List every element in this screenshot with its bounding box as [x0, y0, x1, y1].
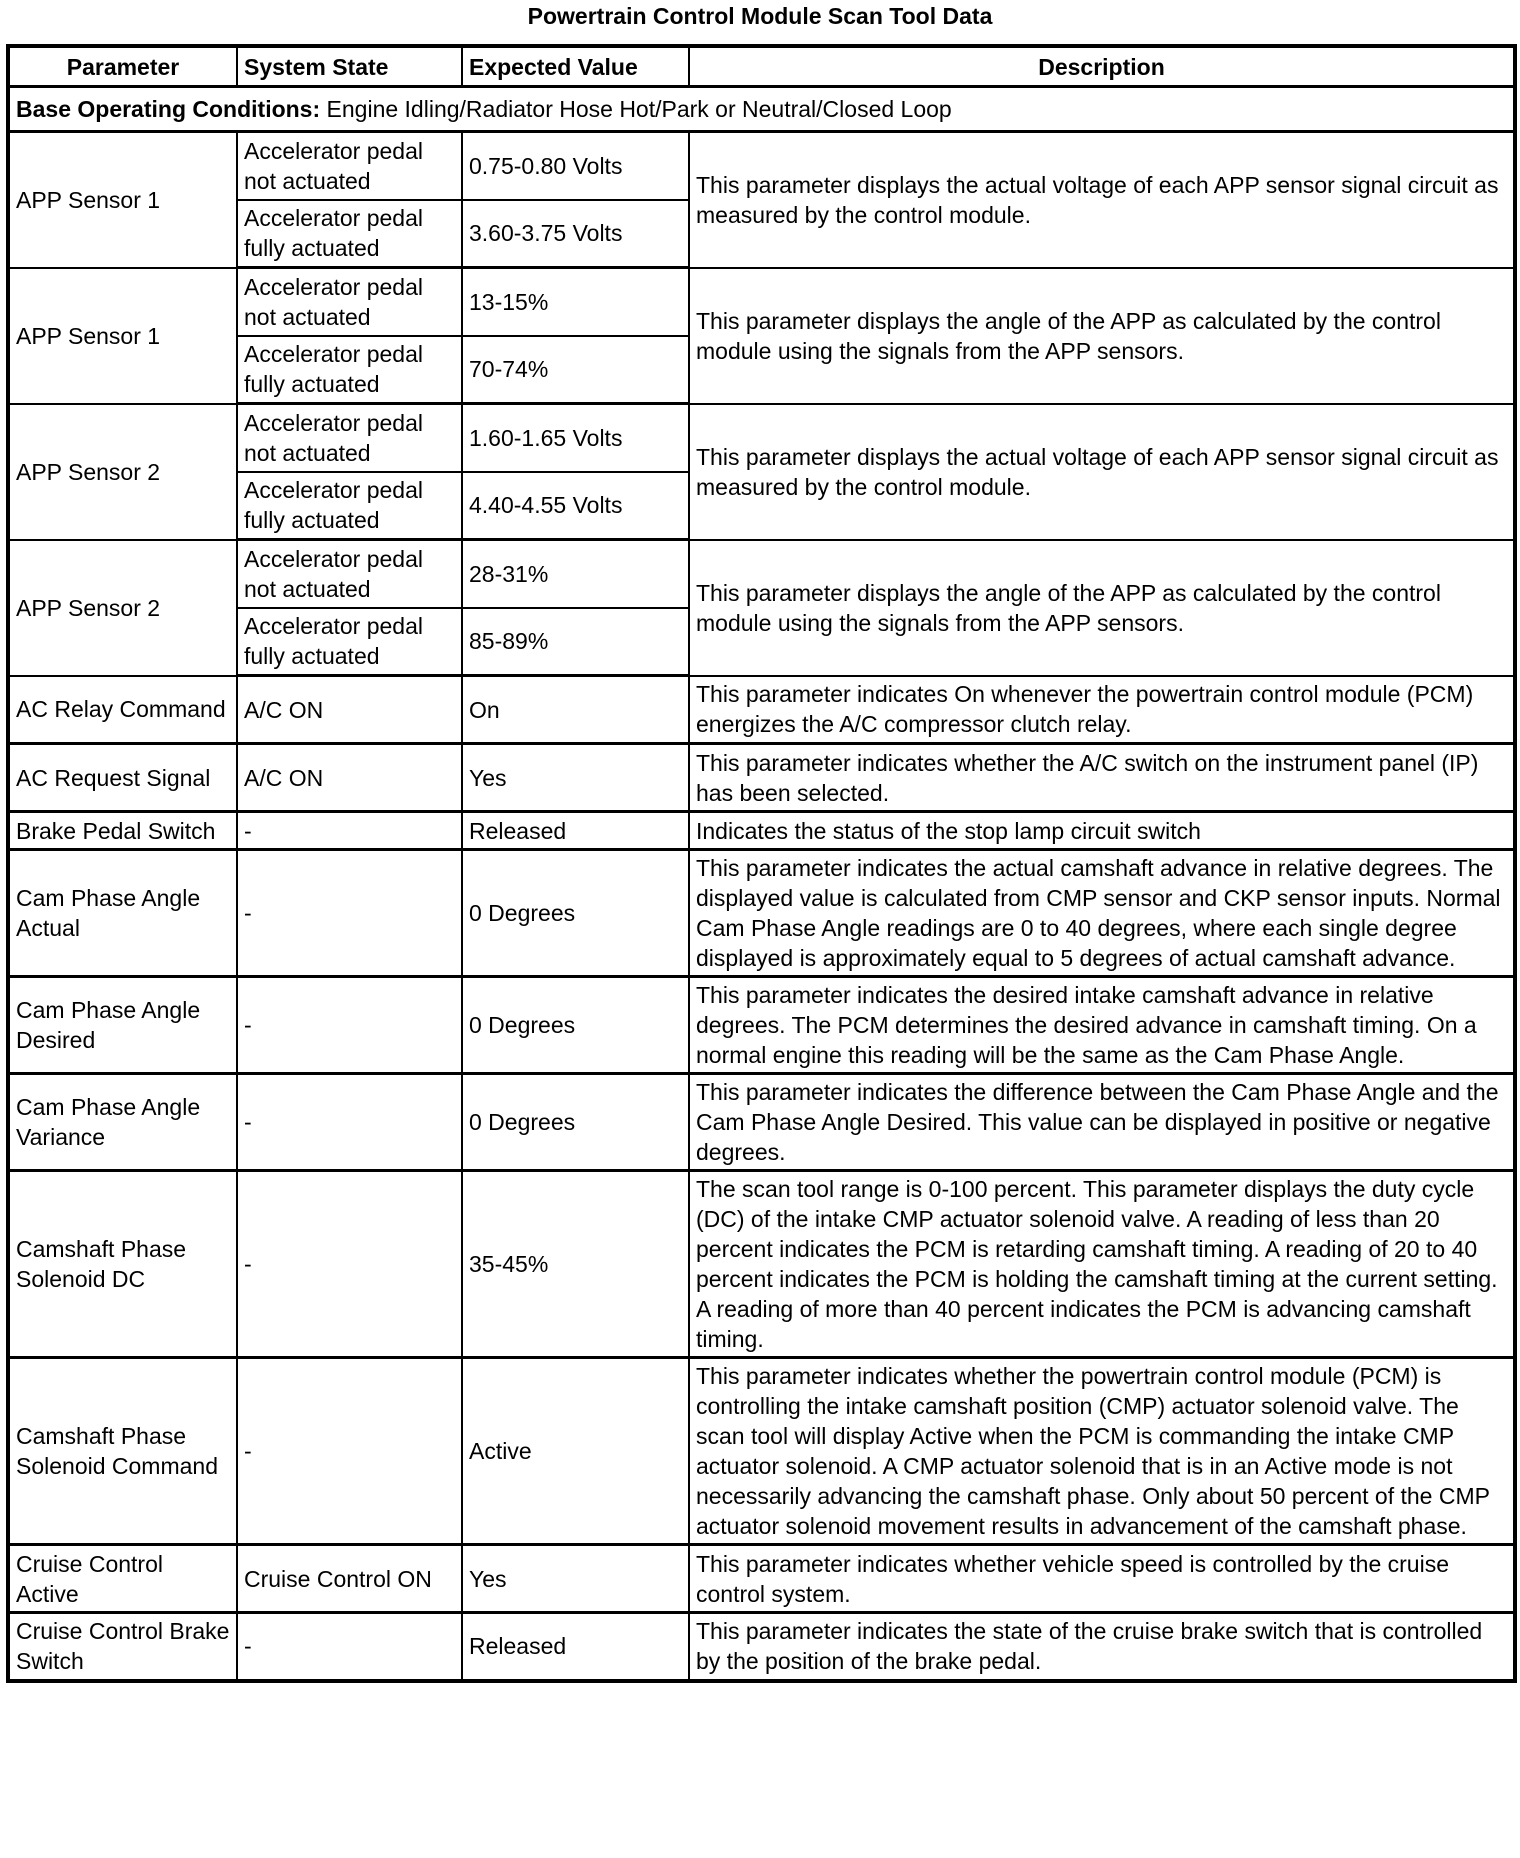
expected-value-cell: 35-45% [462, 1171, 689, 1358]
base-conditions-cell [8, 87, 1515, 132]
parameter-cell: Cruise Control Brake Switch [8, 1613, 237, 1681]
description-cell: This parameter displays the angle of the APP as calculated by the control module using the signals from the APP sensors. [689, 268, 1515, 404]
system-state-cell: - [237, 977, 462, 1074]
column-header-expected-value: Expected Value [462, 46, 689, 87]
parameter-cell: Brake Pedal Switch [8, 812, 237, 850]
parameter-cell: APP Sensor 1 [8, 132, 237, 268]
parameter-cell: Cam Phase Angle Variance [8, 1074, 237, 1171]
system-state-cell: - [237, 850, 462, 977]
page-title: Powertrain Control Module Scan Tool Data [527, 3, 993, 29]
table-row [8, 268, 1515, 336]
description-cell: Indicates the status of the stop lamp circuit switch [689, 812, 1515, 850]
base-conditions-text: Engine Idling/Radiator Hose Hot/Park or Neutral/Closed Loop [320, 96, 952, 122]
expected-value-cell: On [462, 676, 689, 744]
parameter-cell: APP Sensor 2 [8, 404, 237, 540]
table-header-row [8, 46, 1515, 87]
expected-value-cell: 0 Degrees [462, 1074, 689, 1171]
description-cell: This parameter indicates the difference between the Cam Phase Angle and the Cam Phase Angle Desired. This value can be displayed in positive or negative degrees. [689, 1074, 1515, 1171]
table-row [8, 850, 1515, 977]
table-row [8, 404, 1515, 472]
system-state-cell: - [237, 1613, 462, 1681]
expected-value-cell: 13-15% [462, 268, 689, 336]
expected-value-cell: Yes [462, 744, 689, 812]
parameter-cell: AC Request Signal [8, 744, 237, 812]
expected-value-cell: Active [462, 1358, 689, 1545]
scan-tool-data-table [6, 44, 1517, 1683]
parameter-cell: Cam Phase Angle Actual [8, 850, 237, 977]
column-header-system-state: System State [237, 46, 462, 87]
parameter-cell: Camshaft Phase Solenoid Command [8, 1358, 237, 1545]
system-state-cell: Accelerator pedal not actuated [237, 132, 462, 200]
description-cell: The scan tool range is 0-100 percent. This parameter displays the duty cycle (DC) of the intake CMP actuator solenoid valve. A reading of less than 20 percent indicates the PCM is retarding camshaft timing. A reading of 20 to 40 percent indicates the PCM is holding the camshaft timing at the current setting. A reading of more than 40 percent indicates the PCM is advancing camshaft timing. [689, 1171, 1515, 1358]
description-cell: This parameter indicates On whenever the powertrain control module (PCM) energizes the A/C compressor clutch relay. [689, 676, 1515, 744]
base-conditions-row [8, 87, 1515, 132]
system-state-cell: Accelerator pedal not actuated [237, 540, 462, 608]
table-row [8, 132, 1515, 200]
system-state-cell: - [237, 1171, 462, 1358]
column-header-parameter: Parameter [8, 46, 237, 87]
system-state-cell: Accelerator pedal fully actuated [237, 608, 462, 676]
system-state-cell: Accelerator pedal fully actuated [237, 472, 462, 540]
parameter-cell: Cam Phase Angle Desired [8, 977, 237, 1074]
expected-value-cell: 3.60-3.75 Volts [462, 200, 689, 268]
system-state-cell: A/C ON [237, 676, 462, 744]
expected-value-cell: 0 Degrees [462, 977, 689, 1074]
table-row [8, 812, 1515, 850]
expected-value-cell: Yes [462, 1545, 689, 1613]
description-cell: This parameter indicates whether the powertrain control module (PCM) is controlling the intake camshaft position (CMP) actuator solenoid valve. The scan tool will display Active when the PCM is commanding the intake CMP actuator solenoid. A CMP actuator solenoid that is in an Active mode is not necessarily advancing the camshaft phase. Only about 50 percent of the CMP actuator solenoid movement results in advancement of the camshaft phase. [689, 1358, 1515, 1545]
description-cell: This parameter displays the actual voltage of each APP sensor signal circuit as measured by the control module. [689, 132, 1515, 268]
system-state-cell: - [237, 1074, 462, 1171]
description-cell: This parameter indicates whether vehicle speed is controlled by the cruise control system. [689, 1545, 1515, 1613]
table-row [8, 744, 1515, 812]
table-row [8, 540, 1515, 608]
parameter-cell: APP Sensor 1 [8, 268, 237, 404]
system-state-cell: Accelerator pedal not actuated [237, 404, 462, 472]
parameter-cell: AC Relay Command [8, 676, 237, 744]
expected-value-cell: 28-31% [462, 540, 689, 608]
expected-value-cell: 0.75-0.80 Volts [462, 132, 689, 200]
column-header-description: Description [689, 46, 1515, 87]
system-state-cell: - [237, 1358, 462, 1545]
description-cell: This parameter displays the angle of the APP as calculated by the control module using the signals from the APP sensors. [689, 540, 1515, 676]
table-row [8, 676, 1515, 744]
expected-value-cell: Released [462, 812, 689, 850]
expected-value-cell: 4.40-4.55 Volts [462, 472, 689, 540]
description-cell: This parameter indicates whether the A/C switch on the instrument panel (IP) has been selected. [689, 744, 1515, 812]
table-row [8, 977, 1515, 1074]
table-row [8, 1358, 1515, 1545]
description-cell: This parameter indicates the state of the cruise brake switch that is controlled by the position of the brake pedal. [689, 1613, 1515, 1681]
system-state-cell: A/C ON [237, 744, 462, 812]
table-row [8, 1545, 1515, 1613]
expected-value-cell: Released [462, 1613, 689, 1681]
system-state-cell: Accelerator pedal not actuated [237, 268, 462, 336]
description-cell: This parameter indicates the desired intake camshaft advance in relative degrees. The PCM determines the desired advance in camshaft timing. On a normal engine this reading will be the same as the Cam Phase Angle. [689, 977, 1515, 1074]
expected-value-cell: 0 Degrees [462, 850, 689, 977]
expected-value-cell: 1.60-1.65 Volts [462, 404, 689, 472]
base-conditions-label: Base Operating Conditions: [16, 96, 321, 122]
system-state-cell: - [237, 812, 462, 850]
system-state-cell: Accelerator pedal fully actuated [237, 200, 462, 268]
parameter-cell: APP Sensor 2 [8, 540, 237, 676]
parameter-cell: Camshaft Phase Solenoid DC [8, 1171, 237, 1358]
expected-value-cell: 70-74% [462, 336, 689, 404]
description-cell: This parameter displays the actual voltage of each APP sensor signal circuit as measured by the control module. [689, 404, 1515, 540]
table-row [8, 1613, 1515, 1681]
system-state-cell: Accelerator pedal fully actuated [237, 336, 462, 404]
parameter-cell: Cruise Control Active [8, 1545, 237, 1613]
table-row [8, 1074, 1515, 1171]
table-row [8, 1171, 1515, 1358]
description-cell: This parameter indicates the actual camshaft advance in relative degrees. The displayed value is calculated from CMP sensor and CKP sensor inputs. Normal Cam Phase Angle readings are 0 to 40 degrees, where each single degree displayed is approximately equal to 5 degrees of actual camshaft advance. [689, 850, 1515, 977]
expected-value-cell: 85-89% [462, 608, 689, 676]
system-state-cell: Cruise Control ON [237, 1545, 462, 1613]
